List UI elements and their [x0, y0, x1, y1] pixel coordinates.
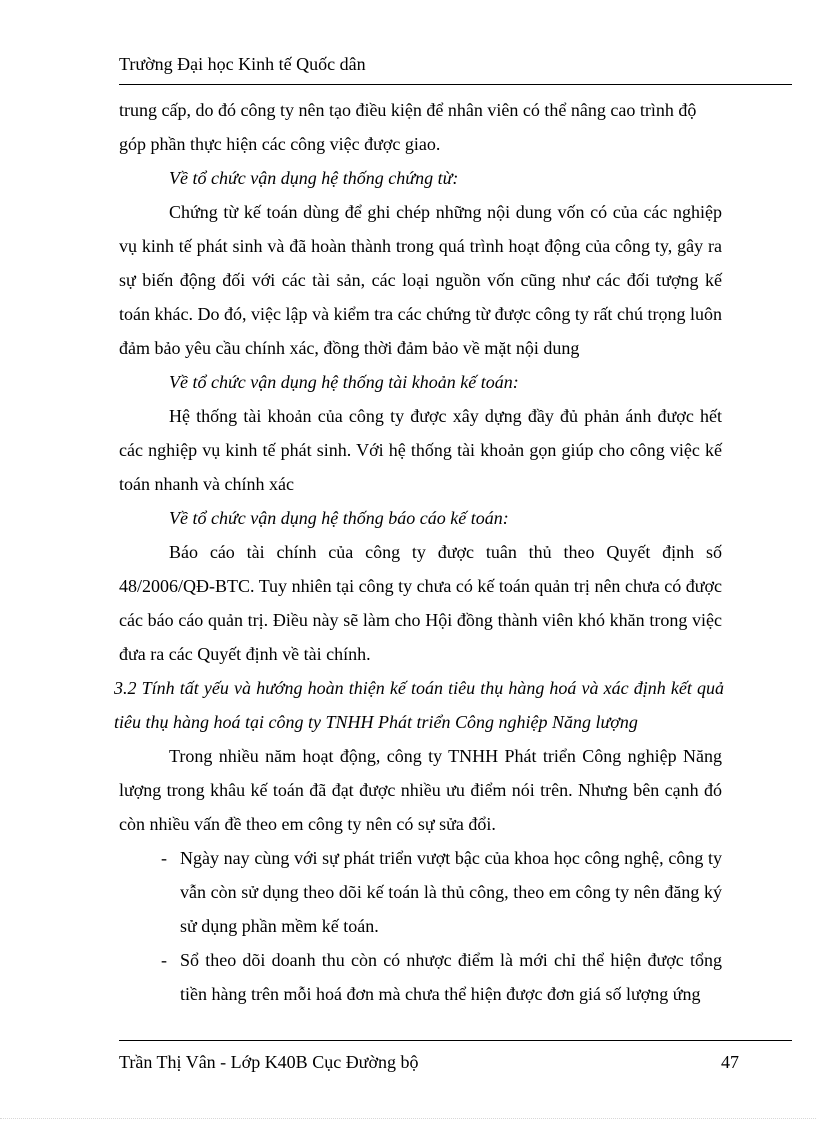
paragraph-section-intro: Trong nhiều năm hoạt động, công ty TNHH Phát triển Công nghiệp Năng lượng trong khâu kế toán đã đạt được nhiều ưu điểm nói trên. Nhưng bên cạnh đó còn nhiều vấn đề theo em công ty nên có sự sửa đổi. — [119, 746, 722, 834]
list-item — [119, 943, 722, 1011]
page-body — [114, 93, 724, 1011]
footer-author: Trần Thị Vân - Lớp K40B Cục Đường bộ — [119, 1052, 419, 1072]
paragraph-line: trung cấp, do đó công ty nên tạo điều kiện để nhân viên có thể nâng cao trình độ — [119, 100, 697, 120]
paragraph-tai-khoan: Hệ thống tài khoản của công ty được xây dựng đầy đủ phản ánh được hết các nghiệp vụ kinh tế phát sinh. Với hệ thống tài khoản gọn giúp cho công việc kế toán nhanh và chính xác — [119, 406, 722, 494]
bullet-dash: - — [161, 950, 167, 970]
list-item-text: Sổ theo dõi doanh thu còn có nhược điểm là mới chỉ thể hiện được tổng tiền hàng trên mỗi hoá đơn mà chưa thể hiện được đơn giá số lượng ứng — [180, 950, 722, 1004]
section-title: 3.2 Tính tất yếu và hướng hoàn thiện kế toán tiêu thụ hàng hoá và xác định kết quả tiêu thụ hàng hoá tại công ty TNHH Phát triển Công nghiệp Năng lượng — [114, 678, 724, 732]
list-item — [119, 841, 722, 943]
footer-rule — [119, 1040, 792, 1041]
page-edge-divider — [0, 1118, 816, 1119]
subheading-chung-tu: Về tổ chức vận dụng hệ thống chứng từ: — [169, 168, 459, 188]
running-header: Trường Đại học Kinh tế Quốc dân — [119, 54, 366, 74]
subheading-bao-cao: Về tổ chức vận dụng hệ thống báo cáo kế toán: — [169, 508, 509, 528]
page-number: 47 — [721, 1052, 739, 1072]
paragraph-line: góp phần thực hiện các công việc được giao. — [119, 134, 441, 154]
paragraph-bao-cao: Báo cáo tài chính của công ty được tuân thủ theo Quyết định số 48/2006/QĐ-BTC. Tuy nhiên tại công ty chưa có kế toán quản trị nên chưa có được các báo cáo quản trị. Điều này sẽ làm cho Hội đồng thành viên khó khăn trong việc đưa ra các Quyết định về tài chính. — [119, 542, 722, 664]
header-rule — [119, 84, 792, 85]
bullet-dash: - — [161, 848, 167, 868]
paragraph-chung-tu: Chứng từ kế toán dùng để ghi chép những nội dung vốn có của các nghiệp vụ kinh tế phát sinh và đã hoàn thành trong quá trình hoạt động của công ty, gây ra sự biến động đối với các tài sản, các loại nguồn vốn cũng như các đối tượng kế toán khác. Do đó, việc lập và kiểm tra các chứng từ được công ty rất chú trọng luôn đảm bảo yêu cầu chính xác, đồng thời đảm bảo về mặt nội dung — [119, 202, 722, 358]
list-item-text: Ngày nay cùng với sự phát triển vượt bậc của khoa học công nghệ, công ty vẫn còn sử dụng theo dõi kế toán là thủ công, theo em công ty nên đăng ký sử dụng phần mềm kế toán. — [180, 848, 722, 936]
running-footer — [119, 1050, 739, 1074]
paragraph-continued — [119, 93, 722, 161]
subheading-tai-khoan: Về tổ chức vận dụng hệ thống tài khoản kế toán: — [169, 372, 519, 392]
